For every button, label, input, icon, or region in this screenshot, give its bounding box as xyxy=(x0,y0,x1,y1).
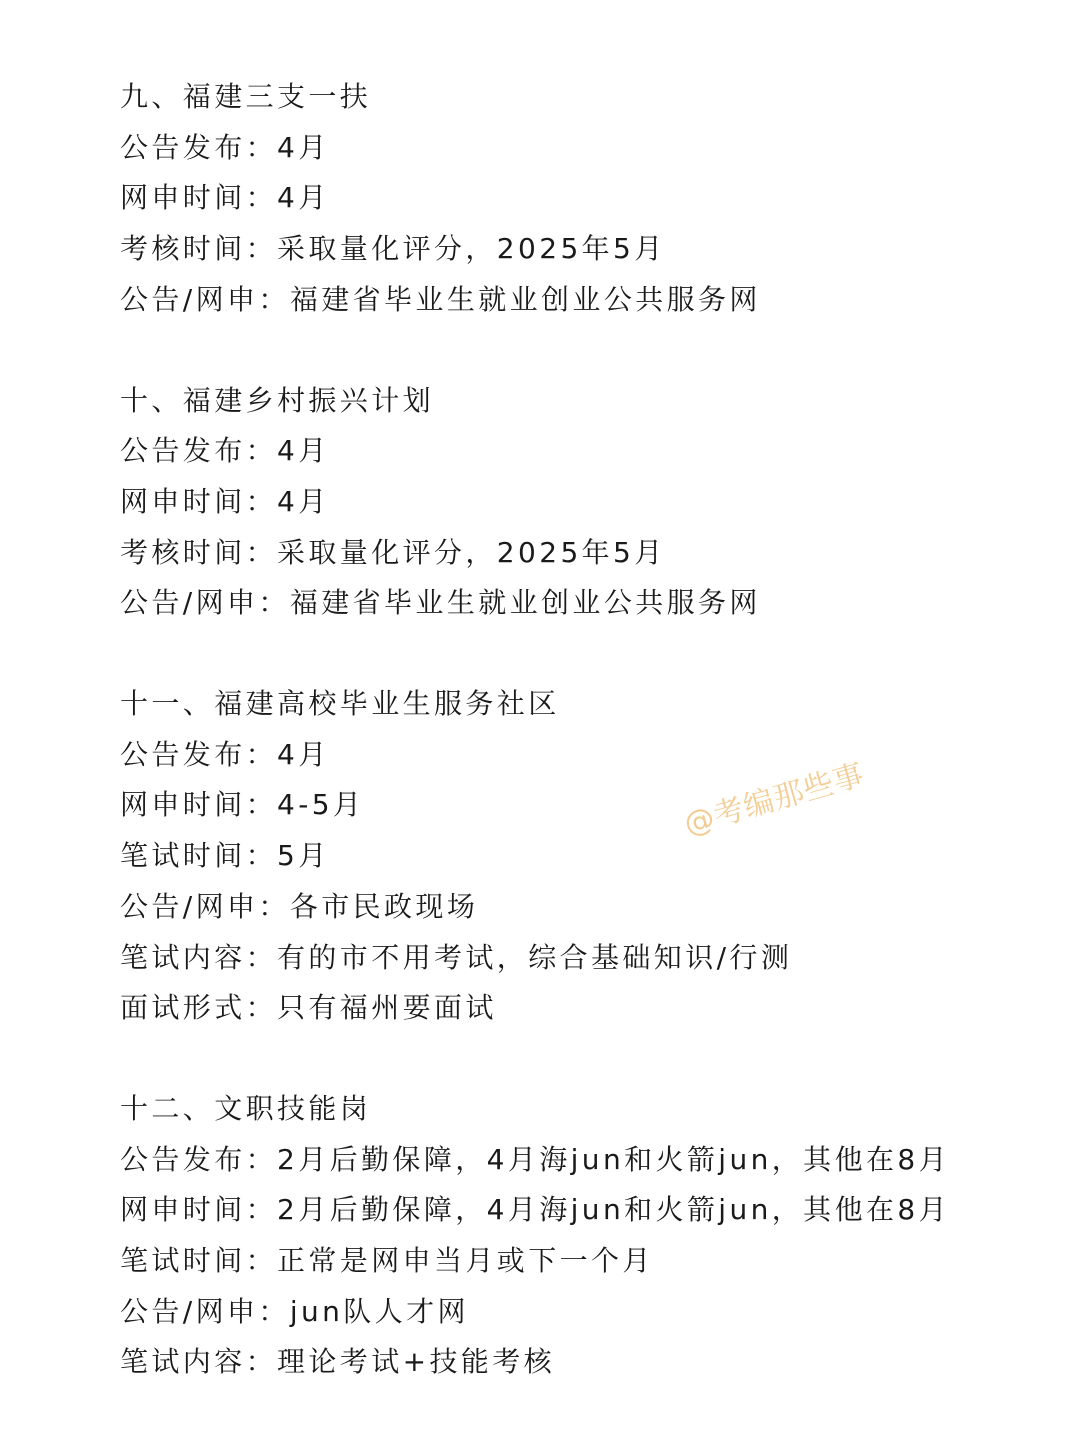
exam-content: 笔试内容：有的市不用考试，综合基础知识/行测 xyxy=(120,940,793,974)
exam-date: 笔试时间：5月 xyxy=(120,839,330,873)
application-date: 网申时间：4月 xyxy=(120,181,330,215)
announcement-date: 公告发布：4月 xyxy=(120,737,330,771)
exam-date: 笔试时间：正常是网申当月或下一个月 xyxy=(120,1244,654,1278)
application-site: 公告/网申：福建省毕业生就业创业公共服务网 xyxy=(120,586,761,620)
interview-format: 面试形式：只有福州要面试 xyxy=(120,991,497,1025)
announcement-date: 公告发布：4月 xyxy=(120,434,330,468)
application-site: 公告/网申：jun队人才网 xyxy=(120,1294,469,1328)
exam-content: 笔试内容：理论考试+技能考核 xyxy=(120,1345,556,1379)
application-date: 网申时间：4月 xyxy=(120,484,330,518)
section-title: 十、福建乡村振兴计划 xyxy=(120,383,435,417)
application-site: 公告/网申：各市民政现场 xyxy=(120,889,479,923)
application-date: 网申时间：2月后勤保障，4月海jun和火箭jun，其他在8月 xyxy=(120,1193,950,1227)
announcement-date: 公告发布：4月 xyxy=(120,130,330,164)
section-community-service xyxy=(120,679,1020,1034)
watermark: @考编那些事 xyxy=(680,757,869,843)
assessment-date: 考核时间：采取量化评分，2025年5月 xyxy=(120,535,666,569)
section-title: 九、福建三支一扶 xyxy=(120,80,372,113)
section-rural-revitalization xyxy=(120,376,1020,630)
section-sanzhi-yifu xyxy=(120,72,1020,326)
section-title: 十一、福建高校毕业生服务社区 xyxy=(120,687,560,721)
application-date: 网申时间：4-5月 xyxy=(120,788,365,822)
section-civilian-skill-posts xyxy=(120,1084,1020,1388)
document-body xyxy=(120,72,1020,1438)
announcement-date: 公告发布：2月后勤保障，4月海jun和火箭jun，其他在8月 xyxy=(120,1142,950,1176)
application-site: 公告/网申：福建省毕业生就业创业公共服务网 xyxy=(120,282,761,316)
section-title: 十二、文职技能岗 xyxy=(120,1091,372,1125)
assessment-date: 考核时间：采取量化评分，2025年5月 xyxy=(120,232,666,266)
